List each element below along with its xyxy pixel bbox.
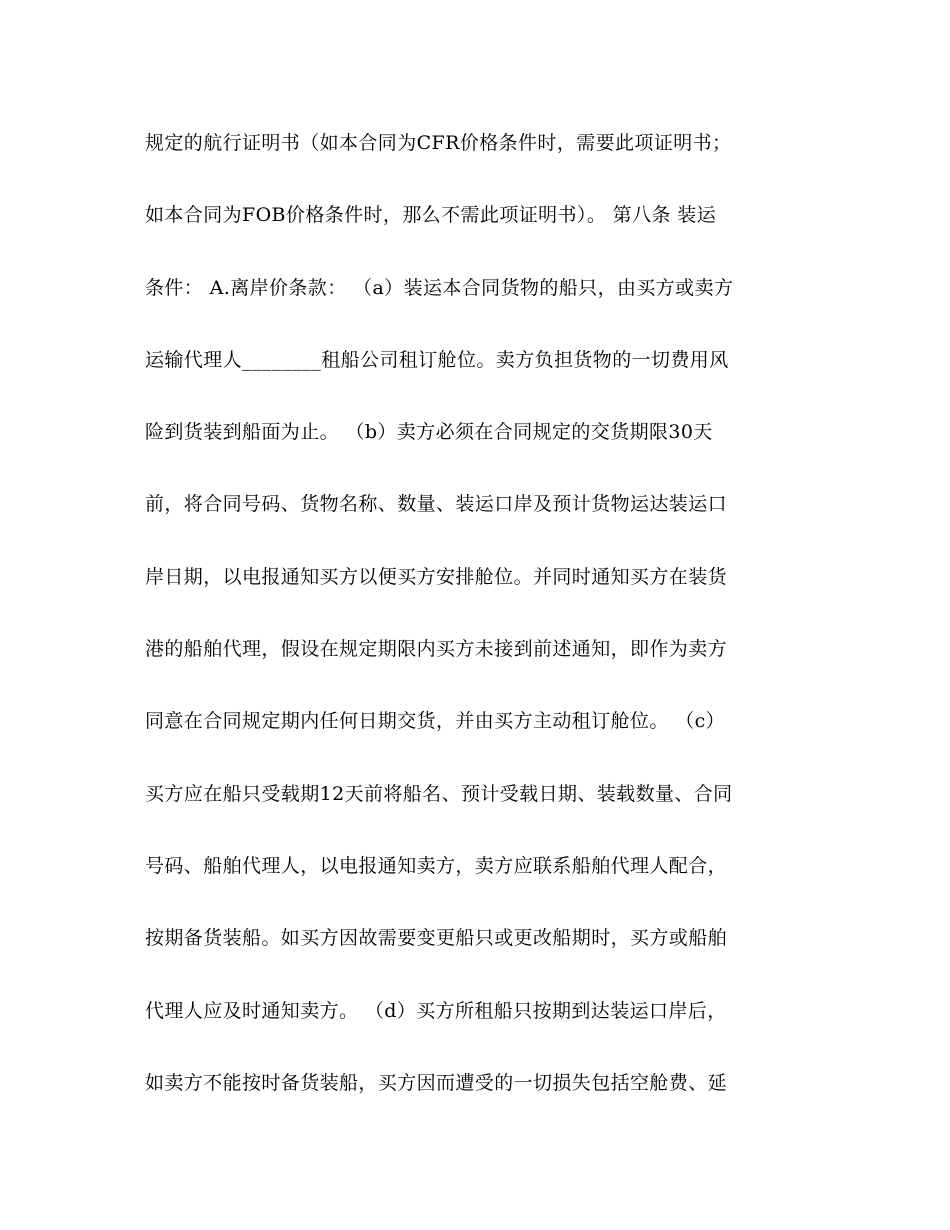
text-line: 同意在合同规定期内任何日期交货，并由买方主动租订舱位。 （c） <box>145 710 726 733</box>
text-line: 前，将合同号码、货物名称、数量、装运口岸及预计货物运达装运口 <box>145 493 728 516</box>
text-line: 运输代理人________租船公司租订舱位。卖方负担货物的一切费用风 <box>145 348 729 371</box>
text-line: 按期备货装船。如买方因故需要变更船只或更改船期时，买方或船舶 <box>145 927 728 950</box>
contract-text-body <box>145 125 810 1137</box>
text-line: 险到货装到船面为止。 （b）卖方必须在合同规定的交货期限30天 <box>145 421 713 444</box>
text-line: 号码、船舶代理人，以电报通知卖方，卖方应联系船舶代理人配合， <box>145 854 728 877</box>
text-line: 如卖方不能按时备货装船，买方因而遭受的一切损失包括空舱费、延 <box>145 1071 728 1094</box>
text-line: 港的船舶代理，假设在规定期限内买方未接到前述通知，即作为卖方 <box>145 638 728 661</box>
text-line: 岸日期，以电报通知买方以便买方安排舱位。并同时通知买方在装货 <box>145 565 728 588</box>
text-line: 代理人应及时通知卖方。 （d）买方所租船只按期到达装运口岸后， <box>145 999 727 1022</box>
text-line: 如本合同为FOB价格条件时，那么不需此项证明书）。 第八条 装运 <box>145 204 717 227</box>
text-line: 买方应在船只受载期12天前将船名、预计受载日期、装载数量、合同 <box>145 782 733 805</box>
text-line: 条件： A.离岸价条款： （a）装运本合同货物的船只，由买方或卖方 <box>145 276 734 299</box>
text-line: 规定的航行证明书（如本合同为CFR价格条件时，需要此项证明书； <box>145 132 732 154</box>
